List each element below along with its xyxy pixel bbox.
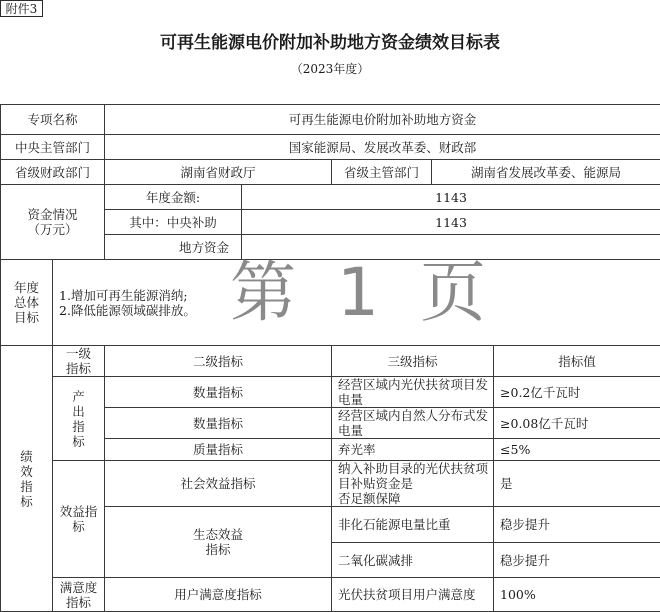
performance-target-table <box>0 104 660 612</box>
social-benefit-level3 <box>332 461 494 507</box>
performance-label-char: 指 <box>4 479 49 494</box>
output-level2: 数量指标 <box>105 377 332 408</box>
satisfaction-level2: 用户满意度指标 <box>105 578 332 612</box>
page-watermark: 第 1 页 <box>230 258 496 328</box>
eco-benefit-level3: 二氧化碳减排 <box>332 543 494 578</box>
table-row <box>1 160 660 185</box>
eco-benefit-label <box>105 507 332 578</box>
eco-benefit-level3: 非化石能源电量比重 <box>332 507 494 543</box>
header-level1-line: 指标 <box>56 361 101 376</box>
prov-dept-value: 湖南省发展改革委、能源局 <box>432 160 660 185</box>
output-level3: 经营区域内自然人分布式发电量 <box>332 408 494 439</box>
eco-benefit-value: 稳步提升 <box>494 543 660 578</box>
output-level2: 质量指标 <box>105 439 332 461</box>
overall-goal-item: 2.降低能源领域碳排放。 <box>59 303 657 318</box>
output-label-char: 出 <box>56 404 101 419</box>
project-name-value: 可再生能源电价附加补助地方资金 <box>105 105 660 135</box>
output-label-char: 标 <box>56 434 101 449</box>
prov-dept-label: 省级主管部门 <box>332 160 432 185</box>
performance-label-char: 绩 <box>4 449 49 464</box>
table-row <box>1 461 660 507</box>
central-dept-label: 中央主管部门 <box>1 135 105 160</box>
central-dept-value: 国家能源局、发展改革委、财政部 <box>105 135 660 160</box>
central-subsidy-value: 1143 <box>242 210 660 235</box>
satisfaction-level3: 光伏扶贫项目用户满意度 <box>332 578 494 612</box>
overall-goal-label-line: 年度 <box>4 280 49 295</box>
output-value: ≤5% <box>494 439 660 461</box>
header-level3: 三级指标 <box>332 346 494 377</box>
funds-label-line: 资金情况 <box>4 207 101 222</box>
performance-label-char: 标 <box>4 494 49 509</box>
table-row <box>1 135 660 160</box>
output-label-char: 指 <box>56 419 101 434</box>
eco-benefit-label-line: 指标 <box>108 542 328 557</box>
table-row <box>1 105 660 135</box>
benefit-label-line: 标 <box>56 519 101 534</box>
output-value: ≥0.08亿千瓦时 <box>494 408 660 439</box>
header-value: 指标值 <box>494 346 660 377</box>
social-benefit-value: 是 <box>494 461 660 507</box>
performance-label-char: 效 <box>4 464 49 479</box>
satisfaction-label-line: 满意度 <box>56 580 101 595</box>
performance-indicator-label <box>1 346 53 612</box>
header-level1 <box>53 346 105 377</box>
attachment-label: 附件3 <box>0 0 43 17</box>
satisfaction-label-line: 指标 <box>56 595 101 610</box>
output-indicator-label <box>53 377 105 461</box>
eco-benefit-value: 稳步提升 <box>494 507 660 543</box>
project-name-label: 专项名称 <box>1 105 105 135</box>
page-subtitle: （2023年度） <box>0 60 660 77</box>
output-level2: 数量指标 <box>105 408 332 439</box>
overall-goal-item: 1.增加可再生能源消纳; <box>59 288 657 303</box>
page-title: 可再生能源电价附加补助地方资金绩效目标表 <box>0 28 660 53</box>
output-label-char: 产 <box>56 389 101 404</box>
benefit-label-line: 效益指 <box>56 504 101 519</box>
table-row <box>1 377 660 408</box>
prov-finance-label: 省级财政部门 <box>1 160 105 185</box>
header-level1-line: 一级 <box>56 346 101 361</box>
eco-benefit-label-line: 生态效益 <box>108 527 328 542</box>
table-row <box>1 346 660 377</box>
social-benefit-level3-line: 纳入补助目录的光伏扶贫项目补贴资金是 <box>338 461 490 491</box>
output-value: ≥0.2亿千瓦时 <box>494 377 660 408</box>
prov-finance-value: 湖南省财政厅 <box>105 160 332 185</box>
local-funds-label: 地方资金 <box>105 235 242 260</box>
overall-goal-label-line: 总体 <box>4 295 49 310</box>
annual-amount-value: 1143 <box>242 185 660 210</box>
benefit-indicator-label <box>53 461 105 578</box>
output-level3: 经营区域内光伏扶贫项目发电量 <box>332 377 494 408</box>
overall-goal-label-line: 目标 <box>4 310 49 325</box>
funds-unit-line: （万元） <box>4 222 101 237</box>
output-level3: 弃光率 <box>332 439 494 461</box>
central-subsidy-label: 其中：中央补助 <box>105 210 242 235</box>
overall-goal-label <box>1 260 53 346</box>
header-level2: 二级指标 <box>105 346 332 377</box>
table-row <box>1 185 660 210</box>
annual-amount-label: 年度金额: <box>105 185 242 210</box>
social-benefit-level3-line: 否足额保障 <box>338 491 490 506</box>
social-benefit-label: 社会效益指标 <box>105 461 332 507</box>
funds-label <box>1 185 105 260</box>
satisfaction-value: 100% <box>494 578 660 612</box>
